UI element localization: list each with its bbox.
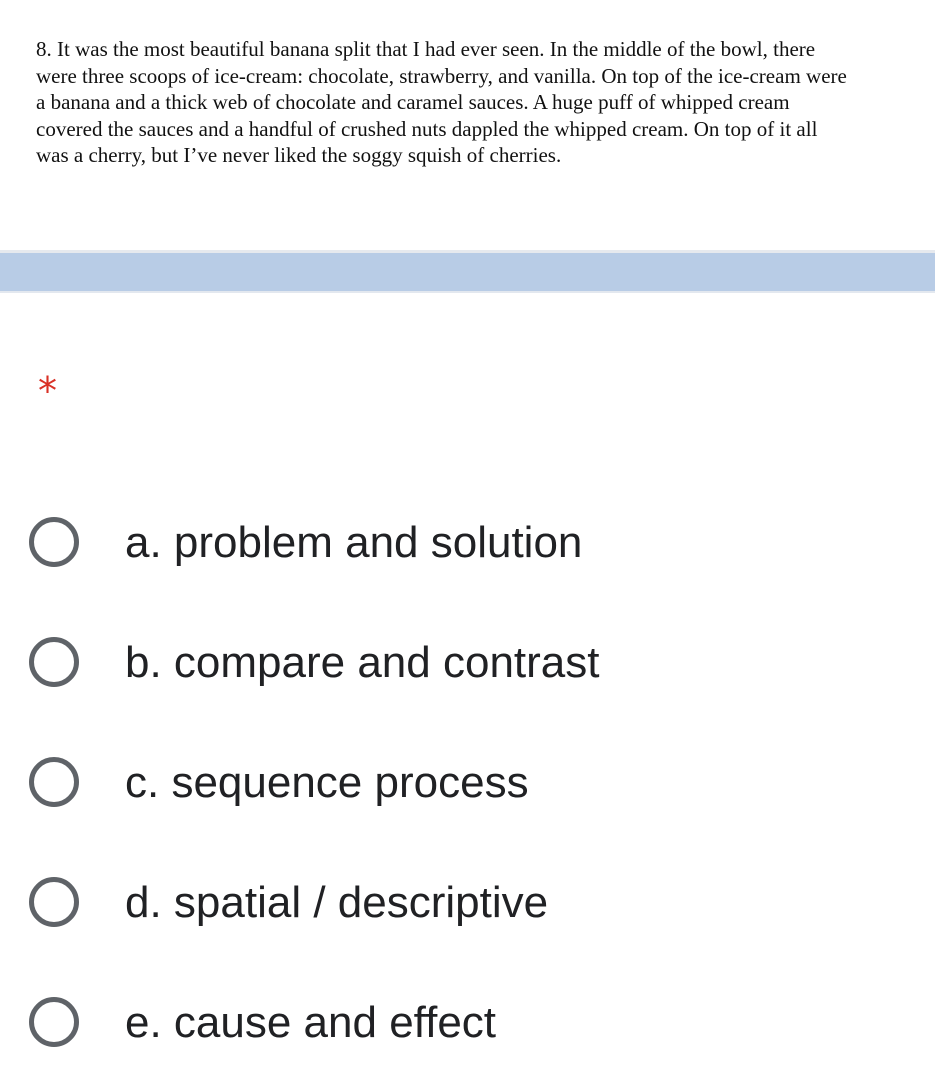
radio-unchecked-icon[interactable] — [29, 637, 79, 687]
option-b[interactable] — [0, 605, 935, 725]
radio-unchecked-icon[interactable] — [29, 757, 79, 807]
option-b-label[interactable]: b. compare and contrast — [125, 638, 600, 687]
option-d-label[interactable]: d. spatial / descriptive — [125, 878, 549, 927]
radio-unchecked-icon[interactable] — [29, 877, 79, 927]
option-a[interactable] — [0, 485, 935, 605]
divider-band — [0, 253, 935, 291]
passage-line-4: covered the sauces and a handful of crushed nuts dappled the whipped cream. On top of it all — [36, 116, 818, 141]
passage-line-2: were three scoops of ice-cream: chocolate, strawberry, and vanilla. On top of the ice-cream were — [36, 63, 847, 88]
option-e[interactable] — [0, 965, 935, 1082]
passage-line-5: was a cherry, but I’ve never liked the soggy squish of cherries. — [36, 143, 562, 167]
passage-line-1: 8. It was the most beautiful banana split that I had ever seen. In the middle of the bowl, there — [36, 37, 816, 61]
required-asterisk-icon: * — [38, 369, 57, 413]
option-c-label[interactable]: c. sequence process — [125, 758, 529, 807]
passage-line-3: a banana and a thick web of chocolate and caramel sauces. A huge puff of whipped cream — [36, 90, 790, 114]
option-d[interactable] — [0, 845, 935, 965]
radio-unchecked-icon[interactable] — [29, 517, 79, 567]
option-e-label[interactable]: e. cause and effect — [125, 998, 497, 1047]
option-a-label[interactable]: a. problem and solution — [125, 518, 583, 567]
divider-bottom-edge — [0, 291, 935, 293]
radio-unchecked-icon[interactable] — [29, 997, 79, 1047]
option-c[interactable] — [0, 725, 935, 845]
question-passage-image — [36, 36, 926, 169]
